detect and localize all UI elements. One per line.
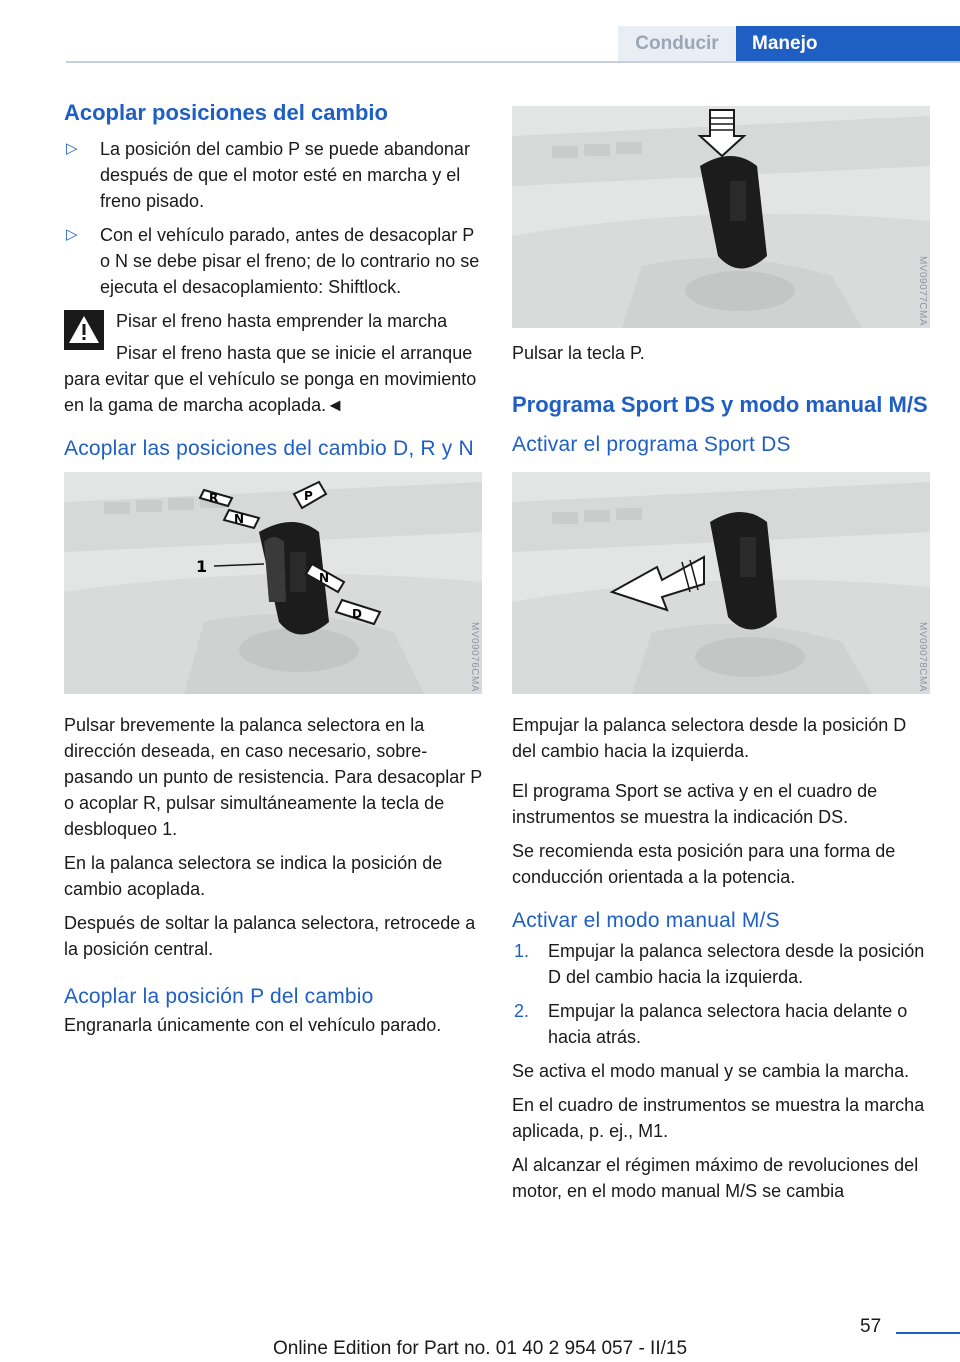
arrow-label-d: D [352, 607, 362, 621]
triangle-bullet-icon: ▷ [66, 140, 78, 157]
warning-block [64, 308, 482, 418]
heading-acoplar-posiciones: Acoplar posiciones del cambio [64, 100, 388, 125]
paragraph: Pulsar brevemente la palanca selectora en la dirección deseada, en caso necesario, sobrepasando un punto de resistencia. Para desacoplar P o acoplar R, pulsar simultáneamente la tecla de desbloqueo 1. [64, 715, 482, 839]
gear-selector-image-drn [64, 472, 482, 694]
triangle-bullet-icon: ▷ [66, 226, 78, 243]
paragraph: Al alcanzar el régimen máximo de revoluciones del motor, en el modo manual M/S se cambia [512, 1155, 919, 1201]
heading-acoplar-p: Acoplar la posición P del cambio [64, 985, 374, 1008]
step-number: 1. [514, 941, 530, 961]
step-number: 2. [514, 1001, 530, 1021]
warning-body: Pisar el freno hasta que se inicie el arranque para evitar que el vehículo se ponga en movimiento en la gama de marcha acoplada.◄ [64, 343, 477, 415]
paragraph: El programa Sport se activa y en el cuadro de instrumentos se muestra la indicación DS. [512, 781, 878, 827]
callout-label-1: 1 [196, 557, 208, 576]
numbered-step [512, 998, 930, 1050]
header-section-tab[interactable]: Conducir [618, 26, 736, 62]
gear-selector-image-p-button [512, 106, 930, 328]
heading-programa-sport: Programa Sport DS y modo manual M/S [512, 392, 928, 417]
paragraph: Se recomienda esta posición para una forma de conducción orientada a la potencia. [512, 841, 896, 887]
footer-rule [896, 1332, 960, 1334]
p-button-illustration [512, 106, 930, 328]
paragraph: Empujar la palanca selectora desde la posición D del cambio hacia la izquierda. [512, 715, 907, 761]
step-text: Empujar la palanca selectora desde la posición D del cambio hacia la izquierda. [548, 941, 925, 987]
header-chapter-tab[interactable]: Manejo [736, 26, 960, 62]
numbered-step [512, 938, 930, 990]
heading-activar-manual: Activar el modo manual M/S [512, 909, 780, 932]
warning-icon [64, 310, 104, 350]
bullet-item [64, 222, 482, 300]
page-number: 57 [860, 1316, 882, 1337]
heading-acoplar-drn: Acoplar las posiciones del cambio D, R y N [64, 437, 474, 460]
arrow-label-r: R [209, 491, 219, 505]
arrow-label-p: P [304, 489, 313, 503]
gear-selector-image-sport [512, 472, 930, 694]
left-column [64, 100, 482, 1046]
image-code: MV09078CMA [917, 622, 928, 693]
image-code: MV09077CMA [917, 256, 928, 327]
arrow-label-n: N [234, 512, 245, 526]
image-code: MV09076CMA [469, 622, 480, 693]
paragraph: En la palanca selectora se indica la posición de cambio acoplada. [64, 853, 443, 899]
bullet-text: La posición del cambio P se puede abandonar después de que el motor esté en marcha y el freno pisado. [100, 139, 470, 211]
right-column [512, 106, 930, 1212]
sport-mode-illustration [512, 472, 930, 694]
heading-activar-sport-ds: Activar el programa Sport DS [512, 433, 791, 456]
header-rule [66, 61, 960, 63]
arrow-label-n2: N [319, 571, 330, 585]
paragraph: Pulsar la tecla P. [512, 343, 645, 363]
paragraph: En el cuadro de instrumentos se muestra la marcha aplicada, p. ej., M1. [512, 1095, 925, 1141]
gear-selector-illustration [64, 472, 482, 694]
paragraph: Engranarla únicamente con el vehículo parado. [64, 1015, 442, 1035]
step-text: Empujar la palanca selectora hacia delante o hacia atrás. [548, 1001, 908, 1047]
paragraph: Después de soltar la palanca selectora, retrocede a la posición central. [64, 913, 476, 959]
bullet-text: Con el vehículo parado, antes de desacoplar P o N se debe pisar el freno; de lo contrario no se ejecuta el desacoplamiento: Shiftlock. [100, 225, 480, 297]
edition-footer: Online Edition for Part no. 01 40 2 954 057 - II/15 [272, 1338, 688, 1359]
bullet-item [64, 136, 482, 214]
warning-title: Pisar el freno hasta emprender la marcha [116, 311, 448, 331]
paragraph: Se activa el modo manual y se cambia la marcha. [512, 1061, 910, 1081]
